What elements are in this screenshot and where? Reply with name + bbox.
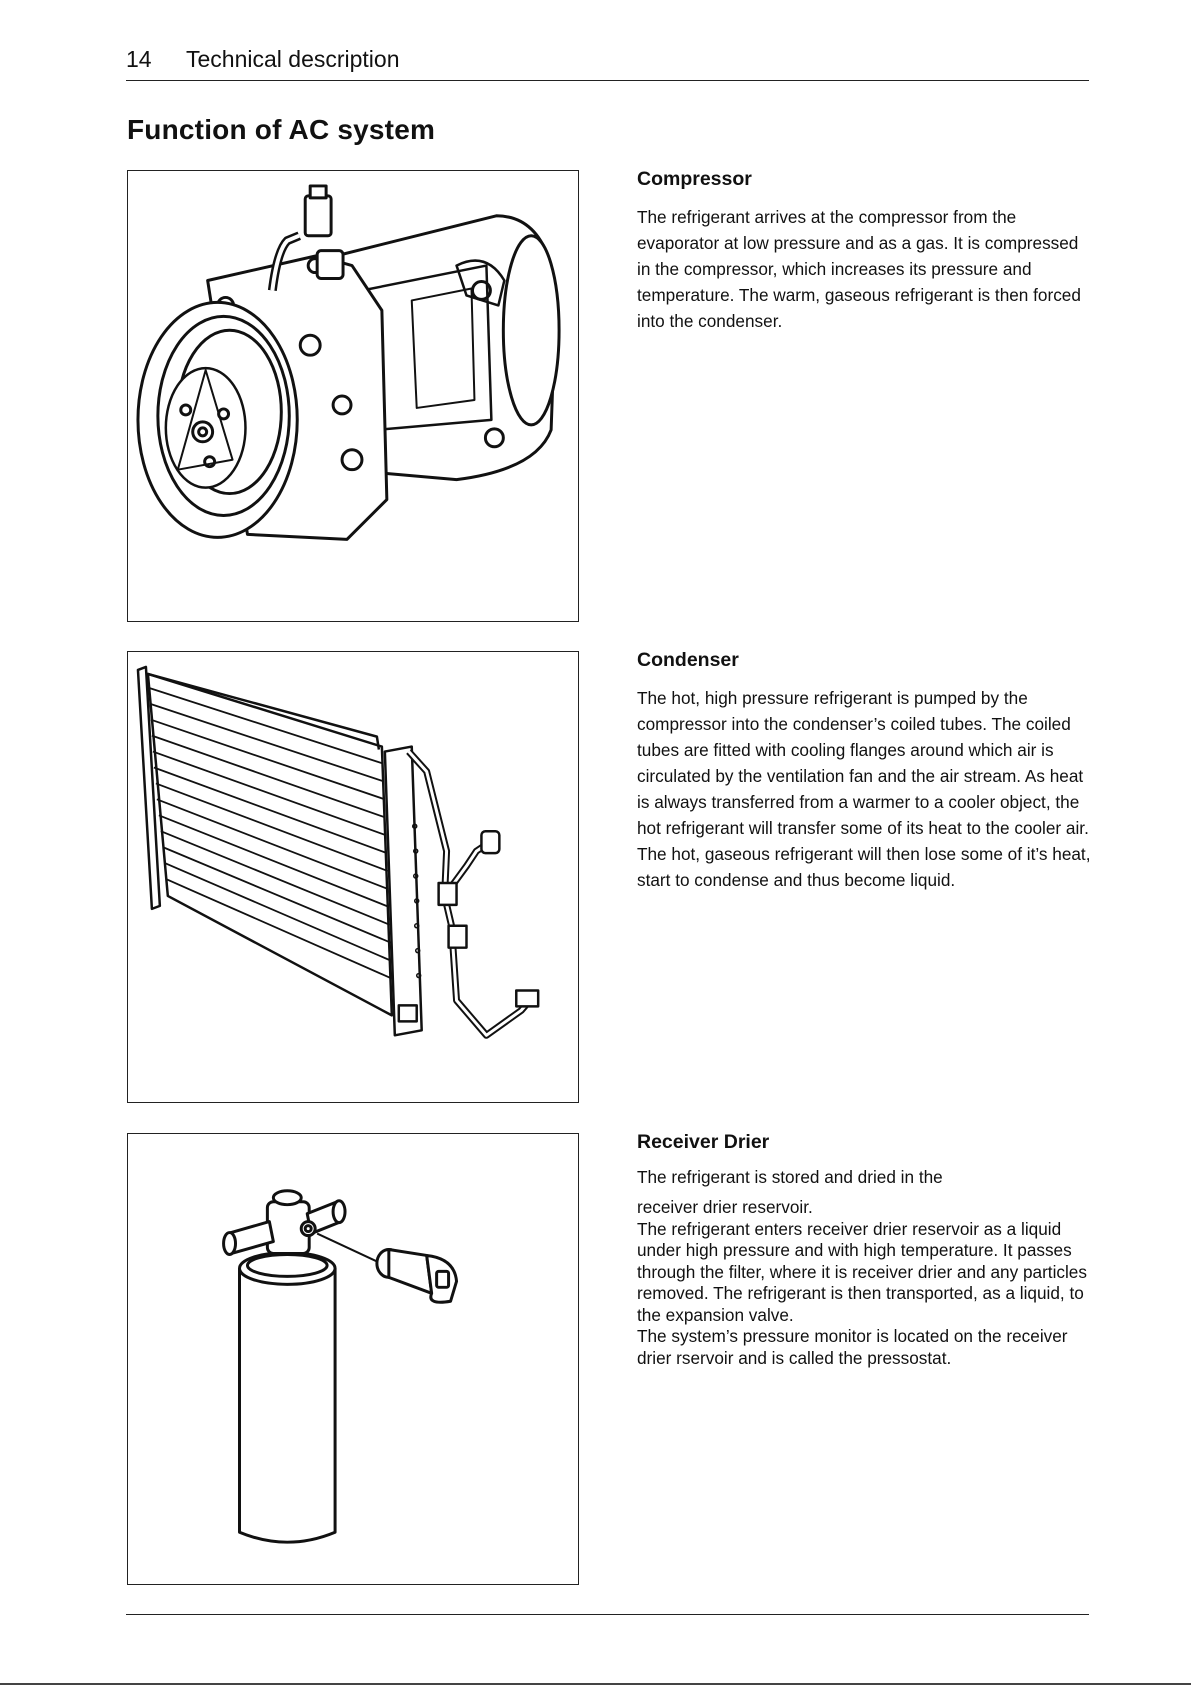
page-number: 14 (126, 46, 152, 72)
condenser-illustration (127, 651, 579, 1103)
condenser-text: The hot, high pressure refrigerant is pumped by the compressor into the condenser’s coiled tubes. The coiled tubes are fitted with cooling flanges around which air is circulated by the ventilation fan and the air stream. As heat is always transferred from a warmer to a cooler object, the hot refrigerant will transfer some of its heat to the cooler air. The hot, gaseous refrigerant will then lose some of it’s heat, start to condense and thus become liquid. (637, 688, 1091, 890)
receiver-drier-line: The system’s pressure monitor is located on the receiver drier rservoir and is called the pressostat. (637, 1326, 1068, 1368)
page-header (126, 44, 1089, 81)
receiver-drier-line: The refrigerant enters receiver drier reservoir as a liquid under high pressure and with high temperature. It passes through the filter, where it is receiver drier and any particles removed. The refrigerant is then transported, as a liquid, to the expansion valve. (637, 1218, 1087, 1325)
page-title: Function of AC system (127, 114, 436, 145)
receiver-drier-line: receiver drier reservoir. (637, 1197, 813, 1217)
compressor-text: The refrigerant arrives at the compressor from the evaporator at low pressure and as a gas. It is compressed in the compressor, which increases its pressure and temperature. The warm, gaseous refrigerant is then forced into the condenser. (637, 207, 1081, 331)
section-title: Technical description (186, 46, 400, 72)
compressor-section (637, 168, 1092, 334)
compressor-heading: Compressor (637, 168, 752, 190)
condenser-heading: Condenser (637, 649, 739, 671)
receiver-drier-illustration (127, 1133, 579, 1585)
condenser-section (637, 649, 1092, 893)
compressor-illustration (127, 170, 579, 622)
receiver-drier-section (637, 1131, 1092, 1369)
footer-rule (126, 1614, 1089, 1615)
receiver-drier-intro: The refrigerant is stored and dried in the (637, 1167, 943, 1187)
receiver-drier-heading: Receiver Drier (637, 1131, 770, 1153)
